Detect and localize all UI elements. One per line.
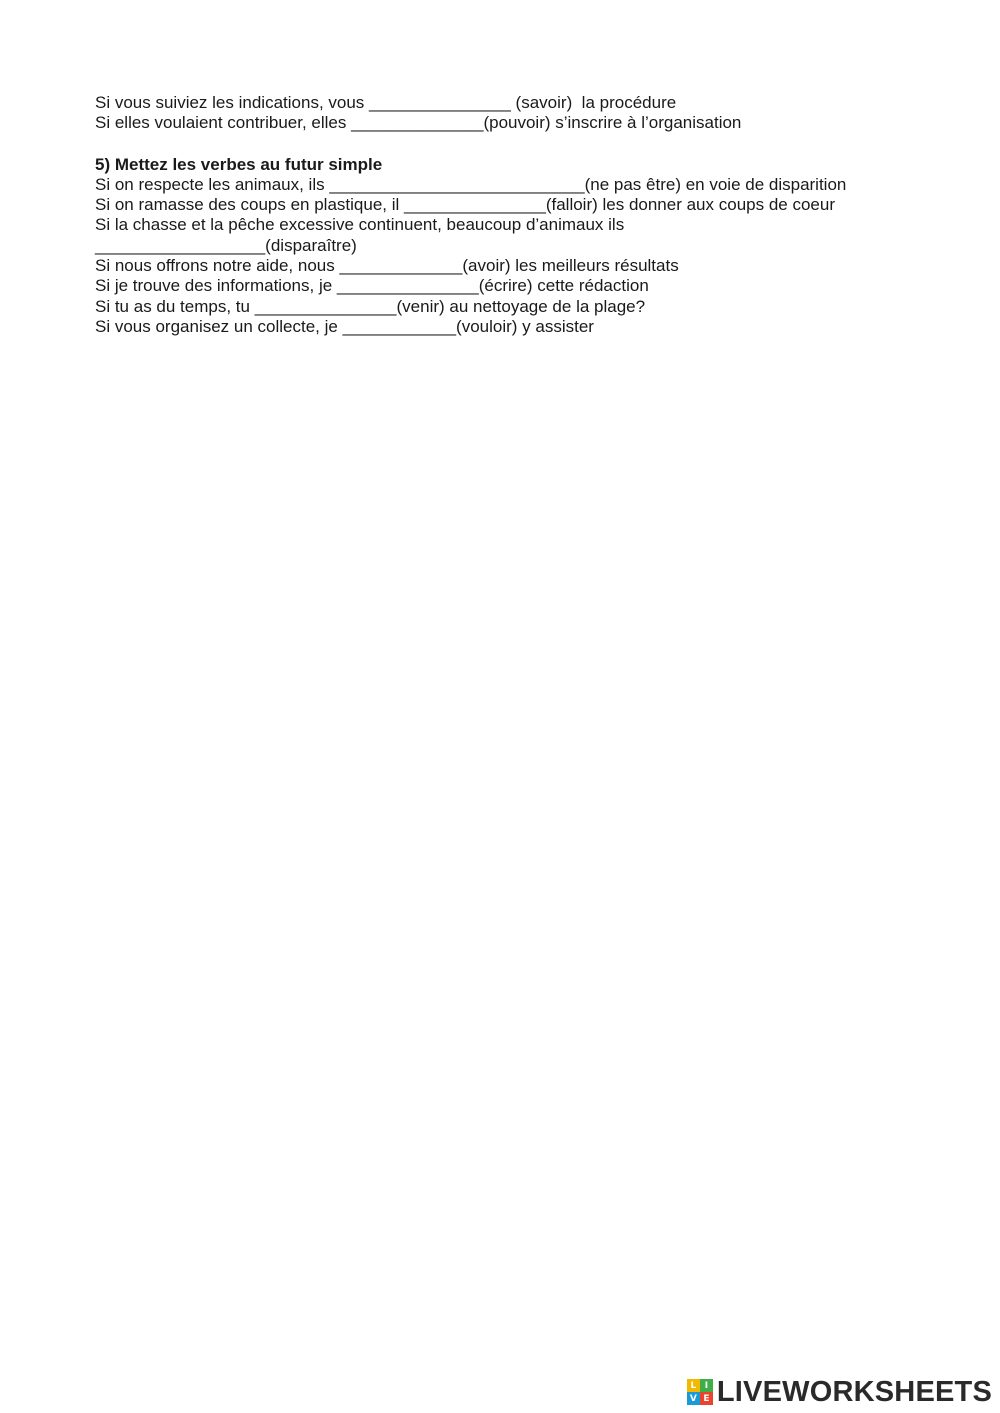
exercise-title: 5) Mettez les verbes au futur simple xyxy=(95,154,383,174)
exercise-line: Si vous organisez un collecte, je ____________(vouloir) y assister xyxy=(95,316,594,336)
liveworksheets-logo xyxy=(687,1375,992,1409)
logo-text: LIVEWORKSHEETS xyxy=(716,1375,992,1408)
logo-mark-cell: I xyxy=(700,1379,713,1392)
exercise-line: Si elles voulaient contribuer, elles ______________(pouvoir) s’inscrire à l’organisation xyxy=(95,113,742,133)
logo-mark-icon xyxy=(687,1379,713,1405)
exercise-line: Si tu as du temps, tu _______________(venir) au nettoyage de la plage? xyxy=(95,296,646,316)
exercise-line: Si la chasse et la pêche excessive continuent, beaucoup d’animaux ils xyxy=(95,215,625,235)
exercise-line: Si nous offrons notre aide, nous _____________(avoir) les meilleurs résultats xyxy=(95,256,679,276)
logo-mark-cell: V xyxy=(687,1392,700,1405)
exercise-line: __________________(disparaître) xyxy=(95,235,357,255)
worksheet xyxy=(95,93,955,337)
exercise-previous xyxy=(95,93,955,134)
exercise-line: Si on respecte les animaux, ils ___________________________(ne pas être) en voie de disparition xyxy=(95,174,847,194)
section-spacer xyxy=(95,134,955,155)
exercise-line: Si on ramasse des coups en plastique, il _______________(falloir) les donner aux coups de coeur xyxy=(95,195,835,215)
logo-mark-cell: E xyxy=(700,1392,713,1405)
exercise-line: Si je trouve des informations, je _______________(écrire) cette rédaction xyxy=(95,276,649,296)
logo-mark-cell: L xyxy=(687,1379,700,1392)
exercise-line: Si vous suiviez les indications, vous _______________ (savoir) la procédure xyxy=(95,93,677,112)
exercise-5 xyxy=(95,155,955,338)
